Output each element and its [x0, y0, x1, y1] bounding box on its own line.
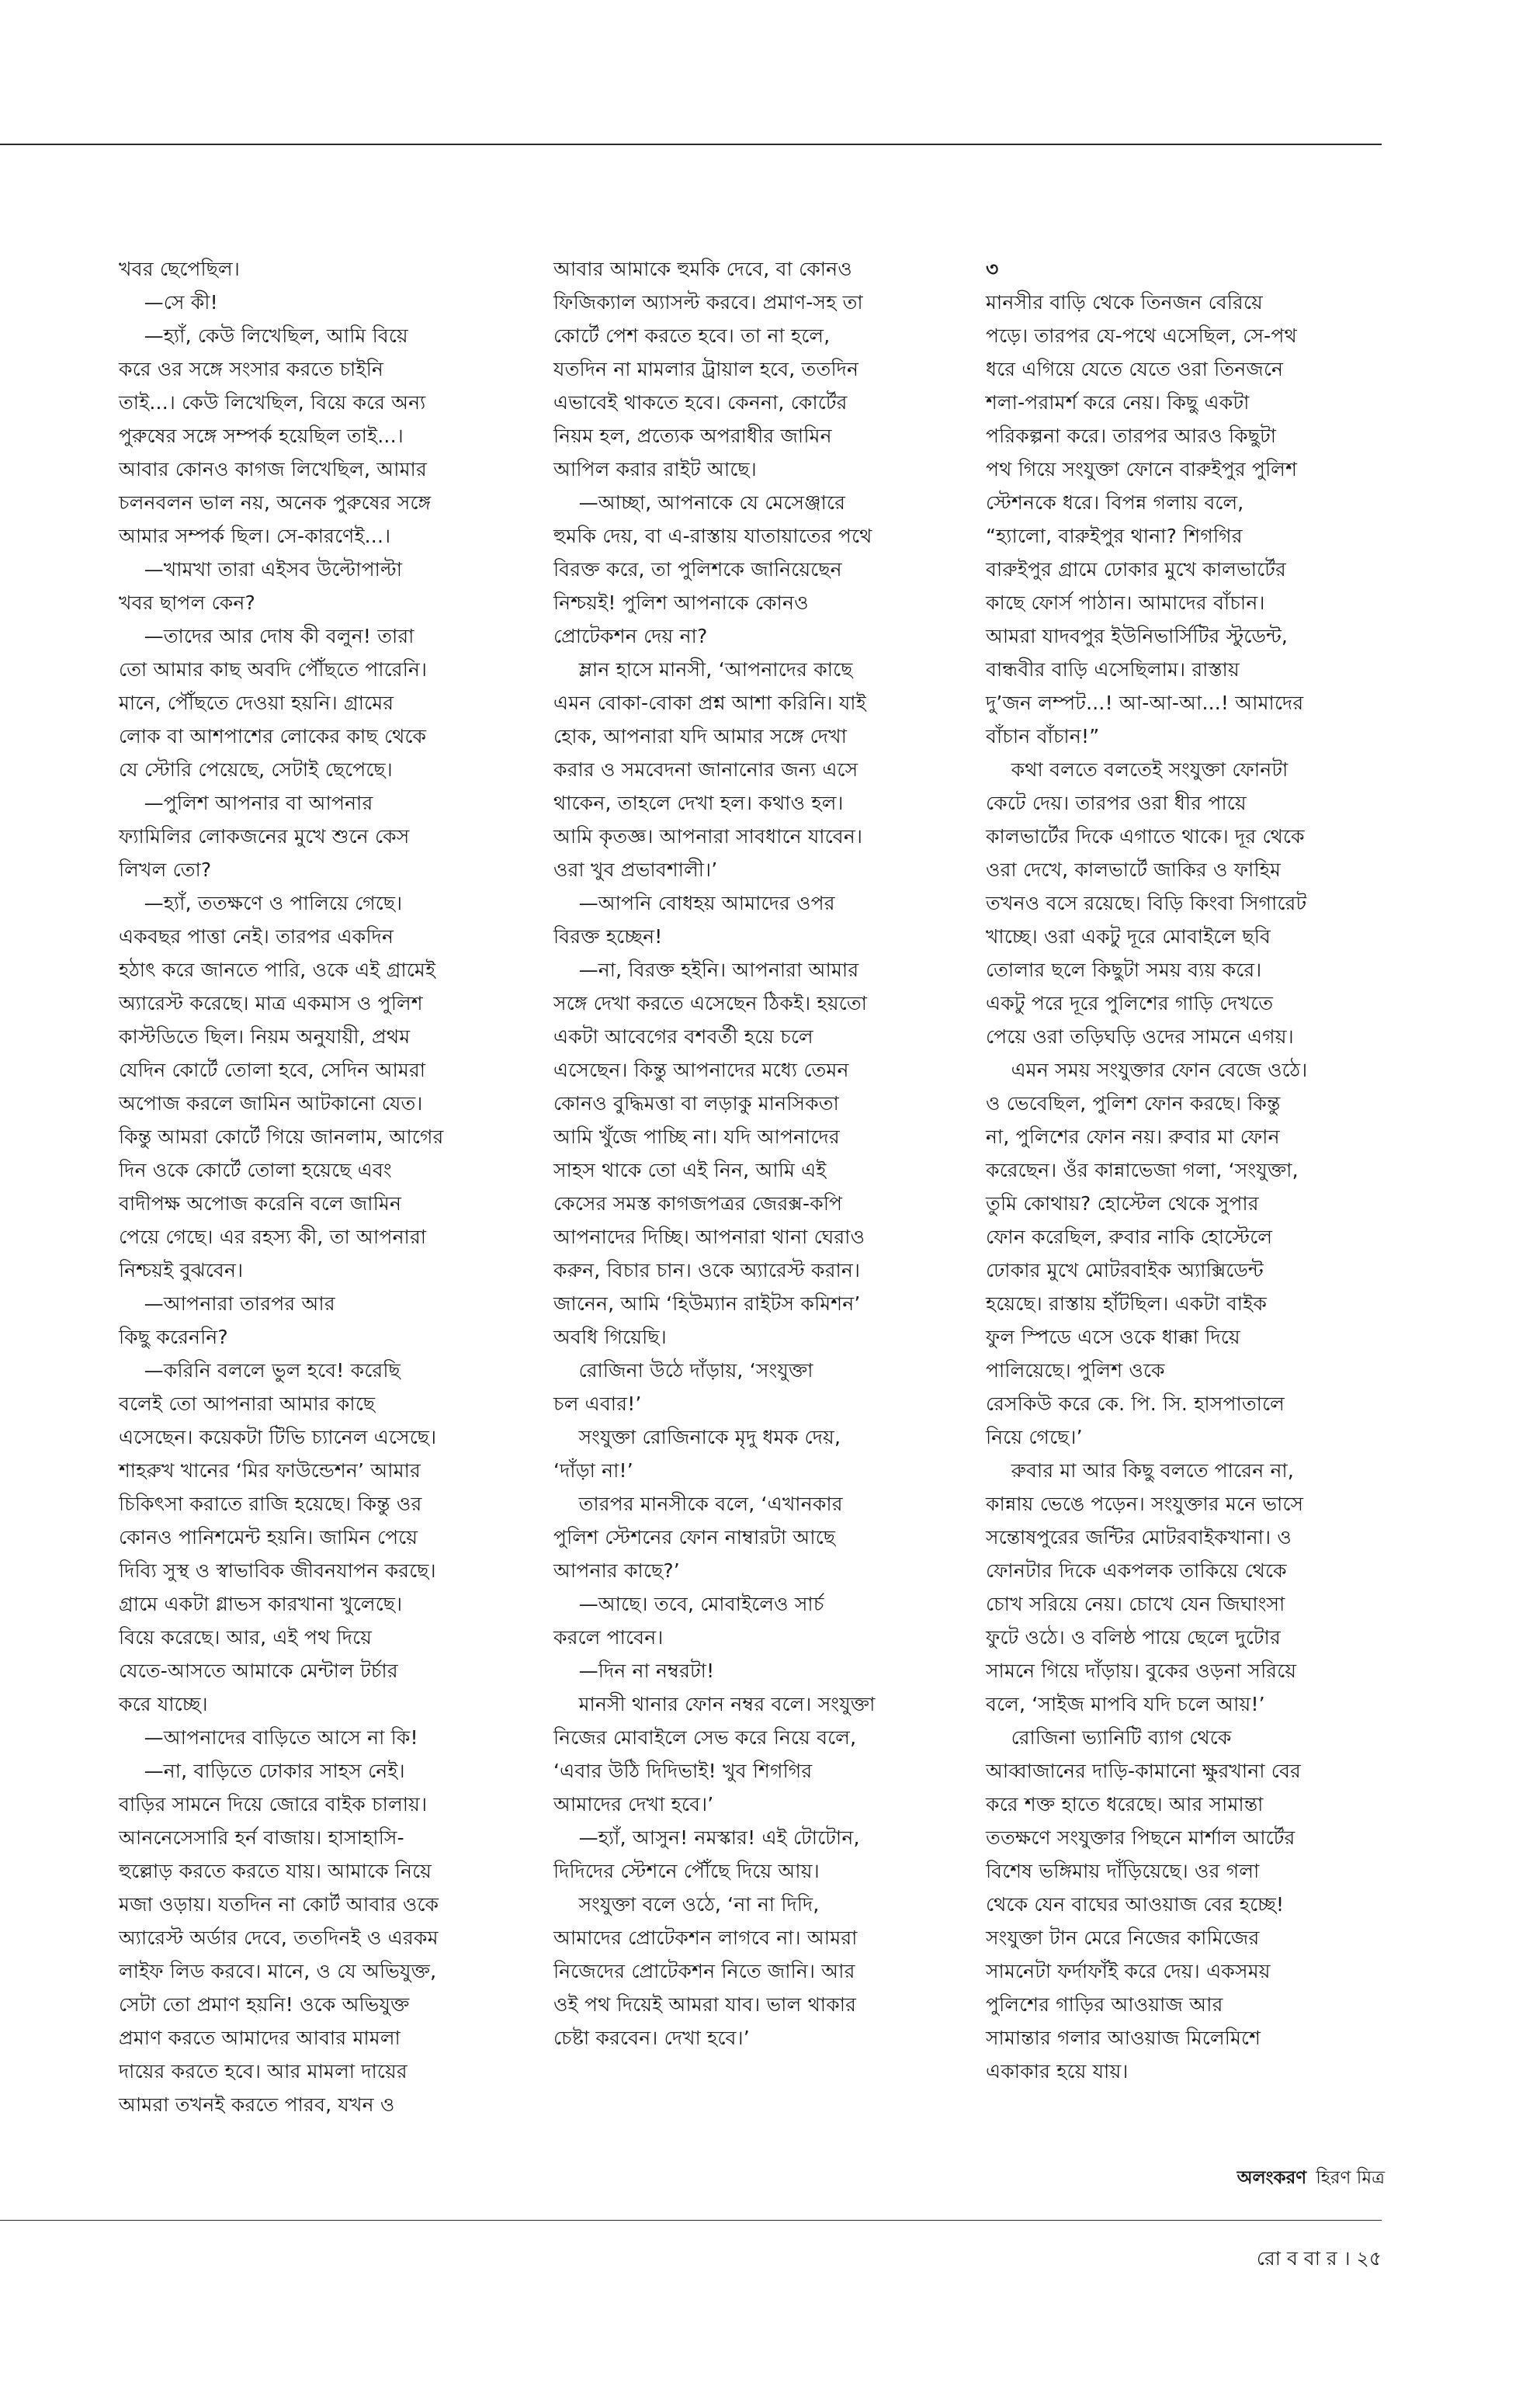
text-line: চেষ্টা করবেন। দেখা হবে।’ [553, 2027, 750, 2049]
text-line: বিয়ে করেছে। আর, এই পথ দিয়ে [119, 1626, 373, 1649]
text-line: ফুটে ওঠে। ও বলিষ্ঠ পায়ে ছেলে দুটোর [986, 1626, 1281, 1649]
text-line: করার ও সমবেদনা জানানোর জন্য এসে [553, 758, 858, 781]
text-line: হোক, আপনারা যদি আমার সঙ্গে দেখা [553, 725, 848, 747]
text-line: তো আমার কাছ অবদি পৌঁছতে পারেনি। [119, 658, 428, 681]
text-line: দিদিদের স্টেশনে পৌঁছে দিয়ে আয়। [553, 1860, 820, 1882]
text-line: যেদিন কোর্টে তোলা হবে, সেদিন আমরা [119, 1059, 426, 1081]
text-line: বলে, ‘সাইজ মাপবি যদি চলে আয়!’ [986, 1693, 1265, 1715]
text-line: বাঁচান বাঁচান!” [986, 725, 1100, 747]
text-line: এসেছেন। কয়েকটা টিভি চ্যানেল এসেছে। [119, 1426, 437, 1448]
text-line: তাই...। কেউ লিখেছিল, বিয়ে করে অন্য [119, 391, 426, 414]
text-line: আননেসেসারি হর্ন বাজায়। হাসাহাসি- [119, 1826, 404, 1849]
text-line: ও ভেবেছিল, পুলিশ ফোন করছে। কিন্তু [986, 1092, 1281, 1115]
text-line: খাচ্ছে। ওরা একটু দূরে মোবাইলে ছবি [986, 925, 1271, 948]
text-line: বিশেষ ভঙ্গিমায় দাঁড়িয়েছে। ওর গলা [986, 1860, 1260, 1882]
text-line: করলে পাবেন। [553, 1626, 664, 1649]
text-line: সন্তোষপুরের জন্টির মোটরবাইকখানা। ও [986, 1526, 1292, 1549]
text-line: ঢোকার মুখে মোটরবাইক অ্যাক্সিডেন্ট [986, 1259, 1264, 1281]
text-line: তারপর মানসীকে বলে, ‘এখানকার [553, 1493, 843, 1515]
text-line: ধরে এগিয়ে যেতে যেতে ওরা তিনজনে [986, 358, 1284, 380]
text-line: আবার কোনও কাগজ লিখেছিল, আমার [119, 458, 427, 480]
text-line: করে ওর সঙ্গে সংসার করতে চাইনি [119, 358, 383, 380]
text-line: হুমকি দেয়, বা এ-রাস্তায় যাতায়াতের পথে [553, 525, 872, 547]
text-line: আপিল করার রাইট আছে। [553, 458, 757, 480]
text-line: আব্বাজানের দাড়ি-কামানো ক্ষুরখানা বের [986, 1760, 1302, 1782]
text-line: কিন্তু আমরা কোর্টে গিয়ে জানলাম, আগের [119, 1125, 444, 1148]
text-line: ফোন করেছিল, রুবার নাকি হোস্টেলে [986, 1226, 1273, 1248]
text-line: নিজের মোবাইলে সেভ করে নিয়ে বলে, [553, 1726, 857, 1749]
text-line: কোর্টে পেশ করতে হবে। তা না হলে, [553, 324, 831, 347]
text-line: —আছে। তবে, মোবাইলেও সার্চ [553, 1593, 824, 1615]
text-line: বাড়ির সামনে দিয়ে জোরে বাইক চালায়। [119, 1793, 428, 1816]
text-line: না, পুলিশের ফোন নয়। রুবার মা ফোন [986, 1125, 1280, 1148]
text-line: কাস্টডিতে ছিল। নিয়ম অনুযায়ী, প্রথম [119, 1025, 411, 1048]
text-line: তোলার ছলে কিছুটা সময় ব্যয় করে। [986, 959, 1262, 981]
text-line: ফুল স্পিডে এসে ওকে ধাক্কা দিয়ে [986, 1326, 1240, 1348]
text-line: ওই পথ দিয়েই আমরা যাব। ভাল থাকার [553, 1993, 857, 2016]
text-line: অ্যারেস্ট অর্ডার দেবে, ততদিনই ও এরকম [119, 1927, 439, 1949]
text-line: খবর ছাপল কেন? [119, 591, 255, 614]
text-line: কোনও পানিশমেন্ট হয়নি। জামিন পেয়ে [119, 1526, 418, 1549]
text-line: পালিয়েছে। পুলিশ ওকে [986, 1359, 1165, 1382]
text-line: পড়ে। তারপর যে-পথে এসেছিল, সে-পথ [986, 324, 1297, 347]
text-line: —হ্যাঁ, ততক্ষণে ও পালিয়ে গেছে। [119, 892, 403, 914]
text-line: চল এবার!’ [553, 1392, 642, 1415]
illustration-credit [1237, 2163, 1385, 2194]
text-line: সংযুক্তা বলে ওঠে, ‘না না দিদি, [553, 1893, 820, 1916]
text-line: পুলিশের গাড়ির আওয়াজ আর [986, 1993, 1223, 2016]
bottom-rule [0, 2220, 1382, 2221]
text-line: স্টেশনকে ধরে। বিপন্ন গলায় বলে, [986, 491, 1244, 514]
text-line: এমন বোকা-বোকা প্রশ্ন আশা করিনি। যাই [553, 692, 866, 714]
text-line: কিছু করেননি? [119, 1326, 228, 1348]
text-line: যে স্টোরি পেয়েছে, সেটাই ছেপেছে। [119, 758, 393, 781]
text-line: কেসের সমস্ত কাগজপত্রর জেরক্স-কপি [553, 1192, 843, 1215]
text-line: আমাদের দেখা হবে।’ [553, 1793, 714, 1816]
text-line: পরিকল্পনা করে। তারপর আরও কিছুটা [986, 425, 1277, 447]
text-line: শলা-পরামর্শ করে নেয়। কিছু একটা [986, 391, 1250, 414]
text-line: কথা বলতে বলতেই সংযুক্তা ফোনটা [986, 758, 1289, 781]
text-line: গ্রামে একটা গ্লাভস কারখানা খুলেছে। [119, 1593, 403, 1615]
text-line: অ্যারেস্ট করেছে। মাত্র একমাস ও পুলিশ [119, 992, 423, 1014]
text-line: আমরা তখনই করতে পারব, যখন ও [119, 2093, 395, 2116]
text-line: ‘এবার উঠি দিদিভাই! খুব শিগগির [553, 1760, 813, 1782]
text-line: প্রমাণ করতে আমাদের আবার মামলা [119, 2027, 401, 2049]
text-line: লিখল তো? [119, 858, 212, 881]
text-line: মানে, পৌঁছতে দেওয়া হয়নি। গ্রামের [119, 692, 394, 714]
text-line: শাহরুখ খানের ‘মির ফাউন্ডেশন’ আমার [119, 1459, 421, 1482]
text-line: —তাদের আর দোষ কী বলুন! তারা [119, 625, 414, 647]
text-line: তুমি কোথায়? হোস্টেল থেকে সুপার [986, 1192, 1259, 1215]
text-line: থাকেন, তাহলে দেখা হল। কথাও হল। [553, 792, 844, 814]
text-line: একবছর পাত্তা নেই। তারপর একদিন [119, 925, 394, 948]
text-line: এভাবেই থাকতে হবে। কেননা, কোর্টের [553, 391, 848, 414]
text-line: সেটা তো প্রমাণ হয়নি! ওকে অভিযুক্ত [119, 1993, 410, 2016]
text-line: —হ্যাঁ, কেউ লিখেছিল, আমি বিয়ে [119, 324, 408, 347]
text-line: আবার আমাকে হুমকি দেবে, বা কোনও [553, 258, 852, 280]
text-line: হয়েছে। রাস্তায় হাঁটছিল। একটা বাইক [986, 1292, 1268, 1315]
text-line: আপনাদের দিচ্ছি। আপনারা থানা ঘেরাও [553, 1226, 865, 1248]
text-line: সংযুক্তা রোজিনাকে মৃদু ধমক দেয়, [553, 1426, 841, 1448]
text-line: হুল্লোড় করতে করতে যায়। আমাকে নিয়ে [119, 1860, 432, 1882]
text-line: পেয়ে গেছে। এর রহস্য কী, তা আপনারা [119, 1226, 427, 1248]
text-line: সামান্তার গলার আওয়াজ মিলেমিশে [986, 2027, 1261, 2049]
text-line: চিকিৎসা করাতে রাজি হয়েছে। কিন্তু ওর [119, 1493, 422, 1515]
text-line: করেছেন। ওঁর কান্নাভেজা গলা, ‘সংযুক্তা, [986, 1159, 1299, 1181]
text-line: সামনেটা ফর্দাফাঁই করে দেয়। একসময় [986, 1960, 1271, 1982]
text-line: মানসীর বাড়ি থেকে তিনজন বেরিয়ে [986, 291, 1263, 314]
text-line: পুলিশ স্টেশনের ফোন নাম্বারটা আছে [553, 1526, 836, 1549]
text-line: —খামখা তারা এইসব উল্টোপাল্টা [119, 558, 403, 581]
text-line: হঠাৎ করে জানতে পারি, ওকে এই গ্রামেই [119, 959, 436, 981]
text-line: রোজিনা ভ্যানিটি ব্যাগ থেকে [986, 1726, 1232, 1749]
text-line: ফিজিক্যাল অ্যাসল্ট করবে। প্রমাণ-সহ তা [553, 291, 863, 314]
text-column-3 [986, 252, 1374, 2088]
text-line: পেয়ে ওরা তড়িঘড়ি ওদের সামনে এগয়। [986, 1025, 1294, 1048]
text-line: ‘দাঁড়া না!’ [553, 1459, 633, 1482]
text-line: জানেন, আমি ‘হিউম্যান রাইটস কমিশন’ [553, 1292, 861, 1315]
text-line: বারুইপুর গ্রামে ঢোকার মুখে কালভার্টের [986, 558, 1286, 581]
text-line: বান্ধবীর বাড়ি এসেছিলাম। রাস্তায় [986, 658, 1240, 681]
text-line: ম্লান হাসে মানসী, ‘আপনাদের কাছে [553, 658, 853, 681]
text-line: খবর ছেপেছিল। [119, 258, 241, 280]
text-line: মজা ওড়ায়। যতদিন না কোর্ট আবার ওকে [119, 1893, 439, 1916]
text-line: —দিন না নম্বরটা! [553, 1659, 715, 1682]
text-column-2 [553, 252, 942, 2055]
text-line: ফোনটার দিকে একপলক তাকিয়ে থেকে [986, 1559, 1287, 1582]
text-line: তখনও বসে রয়েছে। বিড়ি কিংবা সিগারেট [986, 892, 1307, 914]
text-line: ফ্যামিলির লোকজনের মুখে শুনে কেস [119, 825, 410, 848]
text-line: বাদীপক্ষ অপোজ করেনি বলে জামিন [119, 1192, 402, 1215]
text-line: আমরা যাদবপুর ইউনিভার্সিটির স্টুডেন্ট, [986, 625, 1289, 647]
section-number: ৩ [986, 258, 999, 280]
text-line: করে শক্ত হাতে ধরেছে। আর সামান্তা [986, 1793, 1264, 1816]
text-line: —আপনাদের বাড়িতে আসে না কি! [119, 1726, 418, 1749]
text-line: থেকে যেন বাঘের আওয়াজ বের হচ্ছে! [986, 1893, 1285, 1916]
text-line: —আপনারা তারপর আর [119, 1292, 335, 1315]
text-line: রোজিনা উঠে দাঁড়ায়, ‘সংযুক্তা [553, 1359, 813, 1382]
text-line: আমাদের প্রোটেকশন লাগবে না। আমরা [553, 1927, 858, 1949]
text-line: কালভার্টের দিকে এগাতে থাকে। দূর থেকে [986, 825, 1305, 848]
text-line: দু’জন লম্পট...! আ-আ-আ...! আমাদের [986, 692, 1304, 714]
text-line: পথ গিয়ে সংযুক্তা ফোনে বারুইপুর পুলিশ [986, 458, 1298, 480]
text-line: —না, বিরক্ত হইনি। আপনারা আমার [553, 959, 859, 981]
text-line: সঙ্গে দেখা করতে এসেছেন ঠিকই। হয়তো [553, 992, 868, 1014]
text-line: একটা আবেগের বশবর্তী হয়ে চলে [553, 1025, 813, 1048]
text-line: বলেই তো আপনারা আমার কাছে [119, 1392, 376, 1415]
page-footer: রো ব বা র । ২৫ [1256, 2247, 1382, 2270]
text-line: দায়ের করতে হবে। আর মামলা দায়ের [119, 2060, 408, 2083]
text-line: নিজেদের প্রোটেকশন নিতে জানি। আর [553, 1960, 855, 1982]
text-line: নিশ্চয়ই বুঝবেন। [119, 1259, 244, 1281]
text-line: —পুলিশ আপনার বা আপনার [119, 792, 373, 814]
text-line: —হ্যাঁ, আসুন! নমস্কার! এই টোটোন, [553, 1826, 860, 1849]
credit-artist: হিরণ মিত্র [1316, 2168, 1385, 2188]
text-line: লাইফ লিড করবে। মানে, ও যে অভিযুক্ত, [119, 1960, 437, 1982]
text-line: করে যাচ্ছে। [119, 1693, 208, 1715]
text-line: রেসকিউ করে কে. পি. সি. হাসপাতালে [986, 1392, 1285, 1415]
text-line: নিয়ম হল, প্রত্যেক অপরাধীর জামিন [553, 425, 832, 447]
text-line: —করিনি বললে ভুল হবে! করেছি [119, 1359, 401, 1382]
text-line: অবধি গিয়েছি। [553, 1326, 667, 1348]
credit-label: অলংকরণ [1237, 2168, 1307, 2188]
text-line: কোনও বুদ্ধিমত্তা বা লড়াকু মানসিকতা [553, 1092, 840, 1115]
text-line: বিরক্ত হচ্ছেন! [553, 925, 663, 948]
text-line: অপোজ করলে জামিন আটকানো যেত। [119, 1092, 423, 1115]
text-line: পুরুষের সঙ্গে সম্পর্ক হয়েছিল তাই...। [119, 425, 404, 447]
text-line: দিন ওকে কোর্টে তোলা হয়েছে এবং [119, 1159, 392, 1181]
top-rule [0, 144, 1382, 145]
text-line: চোখ সরিয়ে নেয়। চোখে যেন জিঘাংসা [986, 1593, 1285, 1615]
text-line: ওরা দেখে, কালভার্টে জাকির ও ফাহিম [986, 858, 1282, 881]
text-line: কান্নায় ভেঙে পড়েন। সংযুক্তার মনে ভাসে [986, 1493, 1304, 1515]
text-line: প্রোটেকশন দেয় না? [553, 625, 708, 647]
text-line: আমার সম্পর্ক ছিল। সে-কারণেই...। [119, 525, 391, 547]
text-line: “হ্যালো, বারুইপুর থানা? শিগগির [986, 525, 1243, 547]
text-line: এসেছেন। কিন্তু আপনাদের মধ্যে তেমন [553, 1059, 849, 1081]
text-line: রুবার মা আর কিছু বলতে পারেন না, [986, 1459, 1295, 1482]
text-line: কেটে দেয়। তারপর ওরা ধীর পায়ে [986, 792, 1247, 814]
text-line: ওরা খুব প্রভাবশালী।’ [553, 858, 718, 881]
text-line: আপনার কাছে?’ [553, 1559, 680, 1582]
text-line: নিশ্চয়ই! পুলিশ আপনাকে কোনও [553, 591, 809, 614]
text-line: করুন, বিচার চান। ওকে অ্যারেস্ট করান। [553, 1259, 861, 1281]
text-line: লোক বা আশপাশের লোকের কাছ থেকে [119, 725, 427, 747]
text-line: বিরক্ত করে, তা পুলিশকে জানিয়েছেন [553, 558, 842, 581]
text-line: —আপনি বোধহয় আমাদের ওপর [553, 892, 835, 914]
text-line: সংযুক্তা টান মেরে নিজের কামিজের [986, 1927, 1260, 1949]
text-line: আমি খুঁজে পাচ্ছি না। যদি আপনাদের [553, 1125, 840, 1148]
text-line: —সে কী! [119, 291, 218, 314]
text-line: যেতে-আসতে আমাকে মেন্টাল টর্চার [119, 1659, 398, 1682]
text-line: মানসী থানার ফোন নম্বর বলে। সংযুক্তা [553, 1693, 876, 1715]
text-line: দিব্যি সুস্থ ও স্বাভাবিক জীবনযাপন করছে। [119, 1559, 436, 1582]
text-column-1 [119, 252, 507, 2121]
text-line: যতদিন না মামলার ট্রায়াল হবে, ততদিন [553, 358, 859, 380]
text-line: একটু পরে দূরে পুলিশের গাড়ি দেখতে [986, 992, 1274, 1014]
text-line: ততক্ষণে সংযুক্তার পিছনে মার্শাল আর্টের [986, 1826, 1295, 1849]
text-line: সাহস থাকে তো এই নিন, আমি এই [553, 1159, 827, 1181]
text-line: আমি কৃতজ্ঞ। আপনারা সাবধানে যাবেন। [553, 825, 863, 848]
text-line: এমন সময় সংযুক্তার ফোন বেজে ওঠে। [986, 1059, 1308, 1081]
text-line: —আচ্ছা, আপনাকে যে মেসেঞ্জারে [553, 491, 846, 514]
text-line: একাকার হয়ে যায়। [986, 2060, 1129, 2083]
text-line: নিয়ে গেছে।’ [986, 1426, 1083, 1448]
text-line: সামনে গিয়ে দাঁড়ায়। বুকের ওড়না সরিয়ে [986, 1659, 1297, 1682]
text-line: —না, বাড়িতে ঢোকার সাহস নেই। [119, 1760, 405, 1782]
text-line: কাছে ফোর্স পাঠান। আমাদের বাঁচান। [986, 591, 1265, 614]
text-line: চলনবলন ভাল নয়, অনেক পুরুষের সঙ্গে [119, 491, 432, 514]
